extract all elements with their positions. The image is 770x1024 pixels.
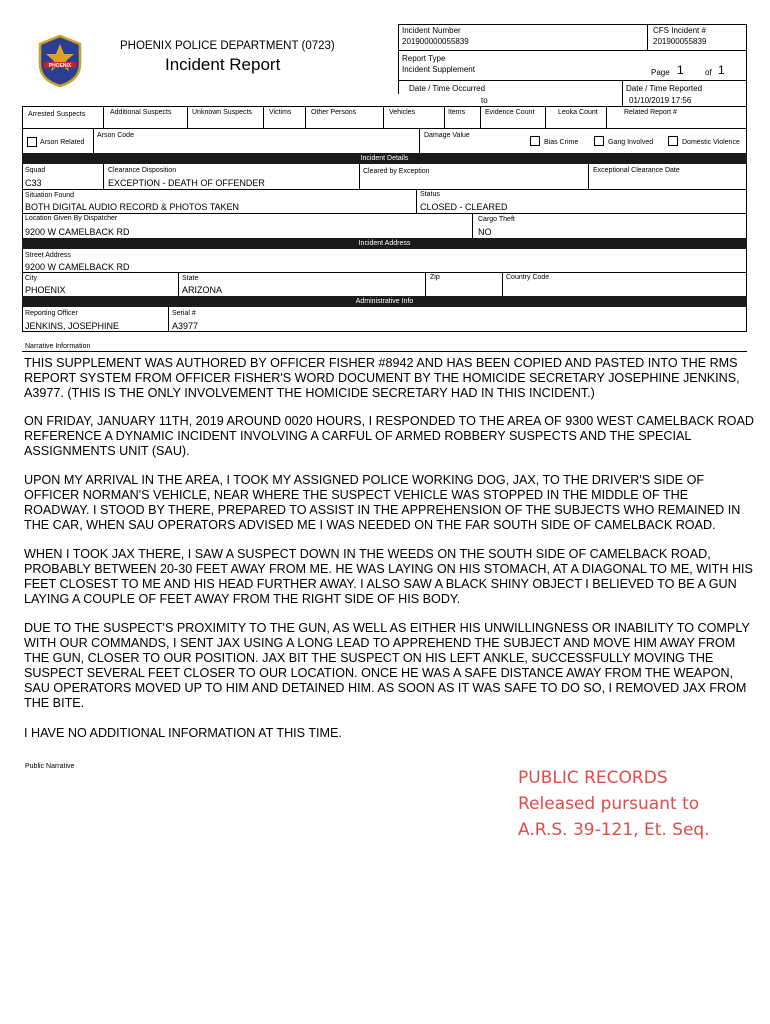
arson-related-checkbox[interactable] (27, 137, 37, 147)
date-reported-label: Date / Time Reported (626, 84, 703, 93)
incident-number: 201900000055839 (402, 37, 469, 46)
page-number: 1 (677, 63, 684, 77)
related-report-label: Related Report # (624, 109, 677, 116)
status-label: Status (420, 191, 440, 198)
report-type-label: Report Type (402, 54, 446, 63)
public-records-stamp-line-2: Released pursuant to (518, 794, 700, 814)
incident-details-header: Incident Details (22, 153, 747, 164)
serial-value: A3977 (172, 321, 199, 331)
date-occurred-to: to (481, 96, 488, 105)
situation-found-value: BOTH DIGITAL AUDIO RECORD & PHOTOS TAKEN (25, 202, 240, 212)
cargo-theft-value: NO (478, 227, 492, 237)
exceptional-clearance-date-label: Exceptional Clearance Date (593, 167, 680, 174)
city-label: City (25, 275, 38, 282)
squad-label: Squad (25, 167, 46, 174)
arson-code-label: Arson Code (97, 132, 134, 139)
arrested-suspects-label: Arrested Suspects (28, 111, 86, 118)
location-label: Location Given By Dispatcher (25, 215, 118, 222)
state-label: State (182, 275, 199, 282)
bias-crime-checkbox[interactable] (530, 136, 540, 146)
narrative-paragraph: WHEN I TOOK JAX THERE, I SAW A SUSPECT DOWN IN THE WEEDS ON THE SOUTH SIDE OF CAMELBACK ROAD, PROBABLY BETWEEN 20-30 FEET AWAY FROM ME. HE WAS LAYING ON HIS STOMACH, AT A DIAGONAL TO ME, WITH HIS FEET CLOSEST TO ME AND HIS HEAD FURTHER AWAY. I ALSO SAW A BLACK SHINY OBJECT I BELIEVED TO BE A GUN LAYING A COUPLE OF FEET AWAY FROM THE RIGHT SIDE OF HIS BODY. (24, 547, 753, 606)
damage-value-label: Damage Value (424, 132, 470, 139)
date-occurred-label: Date / Time Occurred (409, 84, 486, 93)
of-label: of (705, 68, 712, 77)
unknown-suspects-label: Unknown Suspects (192, 109, 252, 116)
narrative-paragraph: ON FRIDAY, JANUARY 11TH, 2019 AROUND 0020 HOURS, I RESPONDED TO THE AREA OF 9300 WEST CAMELBACK ROAD REFERENCE A DYNAMIC INCIDENT INVOLVING A CARFUL OF ARMED ROBBERY SUSPECTS AND THE SPECIAL ASSIGNMENTS UNIT (SAU). (24, 414, 754, 458)
street-label: Street Address (25, 252, 71, 259)
administrative-info-header: Administrative Info (22, 296, 747, 307)
domestic-violence-checkbox[interactable] (668, 136, 678, 146)
public-records-stamp-line-1: PUBLIC RECORDS (518, 768, 668, 788)
items-label: Items (448, 109, 466, 116)
reporting-officer-label: Reporting Officer (25, 310, 78, 317)
gang-involved-checkbox[interactable] (594, 136, 604, 146)
additional-suspects-label: Additional Suspects (110, 109, 172, 116)
gang-involved-label: Gang Involved (608, 139, 654, 146)
report-title: Incident Report (165, 55, 281, 74)
location-value: 9200 W CAMELBACK RD (25, 227, 130, 237)
narrative-paragraph: I HAVE NO ADDITIONAL INFORMATION AT THIS TIME. (24, 726, 342, 740)
clearance-disposition-label: Clearance Disposition (108, 167, 177, 174)
cleared-by-exception-label: Cleared by Exception (363, 168, 430, 175)
report-type: Incident Supplement (402, 65, 475, 74)
cfs-number-label: CFS Incident # (653, 26, 706, 35)
other-persons-label: Other Persons (311, 109, 357, 116)
public-records-stamp-line-3: A.R.S. 39-121, Et. Seq. (518, 820, 710, 840)
incident-address-header: Incident Address (22, 238, 747, 249)
city-value: PHOENIX (25, 285, 66, 295)
page-label: Page (651, 68, 670, 77)
department-seal (36, 34, 84, 88)
narrative-paragraph: UPON MY ARRIVAL IN THE AREA, I TOOK MY ASSIGNED POLICE WORKING DOG, JAX, TO THE DRIVER'S SIDE OF OFFICER NORMAN'S VEHICLE, NEAR WHERE THE SUSPECT VEHICLE WAS STOPPED IN THE MIDDLE OF THE ROADWAY. I STOOD BY THERE, PREPARED TO ASSIST IN THE APPREHENSION OF THE SUBJECTS WHO REMAINED IN THE CAR, WHEN SAU OPERATORS ADVISED ME I WAS NEEDED ON THE FAR SOUTH SIDE OF CAMELBACK ROAD. (24, 473, 741, 532)
narrative-label: Narrative Information (25, 343, 91, 350)
reporting-officer-value: JENKINS, JOSEPHINE (25, 321, 120, 331)
status-value: CLOSED - CLEARED (420, 202, 508, 212)
bias-crime-label: Bias Crime (544, 139, 579, 146)
vehicles-label: Vehicles (389, 109, 416, 116)
street-value: 9200 W CAMELBACK RD (25, 262, 130, 272)
narrative-paragraph: DUE TO THE SUSPECT'S PROXIMITY TO THE GUN, AS WELL AS EITHER HIS UNWILLINGNESS OR INABILITY TO COMPLY WITH OUR COMMANDS, I SENT JAX USING A LONG LEAD TO APPREHEND THE SUBJECT AND MOVE HIM AWAY FROM THE GUN, CLOSER TO OUR POSITION. JAX BIT THE SUSPECT ON HIS LEFT ANKLE, SUCCESSFULLY MOVING THE SUSPECT SEVERAL FEET CLOSER TO OUR LOCATION. ONCE HE WAS A SAFE DISTANCE AWAY FROM THE WEAPON, SAU OPERATORS MOVED UP TO HIM AND DETAINED HIM. AS SOON AS IT WAS SAFE TO DO SO, I REMOVED JAX FROM THE BITE. (24, 621, 750, 710)
zip-label: Zip (430, 274, 440, 281)
evidence-count-label: Evidence Count (485, 109, 535, 116)
arson-related-label: Arson Related (40, 139, 85, 146)
situation-found-label: Situation Found (25, 192, 75, 199)
cfs-number: 201900055839 (653, 37, 707, 46)
leoka-count-label: Leoka Count (558, 109, 598, 116)
cargo-theft-label: Cargo Theft (478, 216, 515, 223)
victims-label: Victims (269, 109, 292, 116)
department-name: PHOENIX POLICE DEPARTMENT (0723) (120, 40, 335, 52)
incident-number-label: Incident Number (402, 26, 461, 35)
narrative-paragraph: THIS SUPPLEMENT WAS AUTHORED BY OFFICER FISHER #8942 AND HAS BEEN COPIED AND PASTED INTO THE RMS REPORT SYSTEM FROM OFFICER FISHER'S WORD DOCUMENT BY THE HOMICIDE SECRETARY JOSEPHINE JENKINS, A3977. (THIS IS THE ONLY INVOLVEMENT THE HOMICIDE SECRETARY HAD IN THIS INCIDENT.) (24, 356, 740, 400)
serial-label: Serial # (172, 310, 196, 317)
seal-text: PHOENIX (48, 63, 72, 69)
squad-value: C33 (25, 178, 42, 188)
clearance-disposition-value: EXCEPTION - DEATH OF OFFENDER (108, 178, 265, 188)
public-narrative-label: Public Narrative (25, 763, 75, 770)
state-value: ARIZONA (182, 285, 223, 295)
page-total: 1 (718, 63, 725, 77)
date-reported: 01/10/2019 17:56 (629, 96, 692, 105)
domestic-violence-label: Domestic Violence (682, 139, 740, 146)
country-code-label: Country Code (506, 274, 550, 281)
